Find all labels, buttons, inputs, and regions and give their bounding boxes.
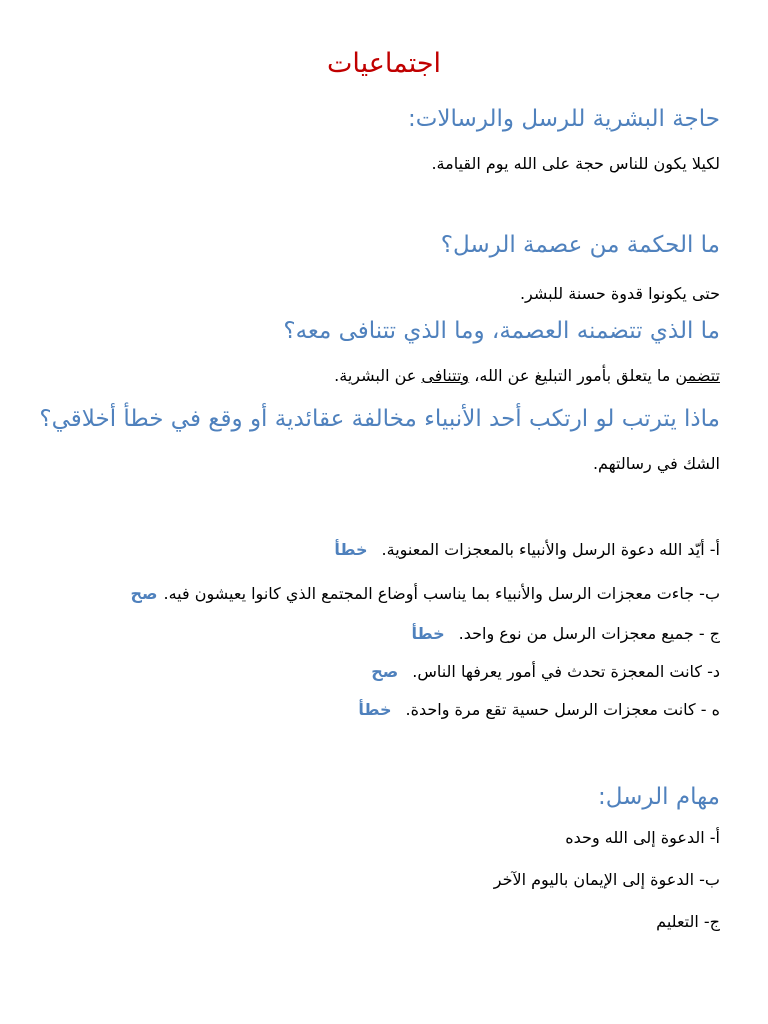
statement-text: أ- أيّد الله دعوة الرسل والأنبياء بالمعجزات المعنوية. — [381, 540, 720, 559]
statement-text: د- كانت المعجزة تحدث في أمور يعرفها الناس. — [412, 662, 720, 681]
page-title: اجتماعيات — [326, 48, 442, 79]
statement-mark: خطأ — [411, 624, 445, 643]
task-item: أ- الدعوة إلى الله وحده — [565, 828, 720, 847]
statement-text: ب- جاءت معجزات الرسل والأنبياء بما يناسب أوضاع المجتمع الذي كانوا يعيشون فيه. — [163, 584, 720, 603]
heading-consequence-of-error: ماذا يترتب لو ارتكب أحد الأنبياء مخالفة عقائدية أو وقع في خطأ أخلاقي؟ — [39, 406, 720, 432]
heading-need-for-messengers: حاجة البشرية للرسل والرسالات: — [408, 106, 720, 132]
statement-text: ج - جميع معجزات الرسل من نوع واحد. — [458, 624, 720, 643]
underlined-conflicts: وتتنافى — [421, 366, 470, 385]
answer-end-text: عن البشرية. — [334, 366, 422, 385]
heading-wisdom-of-infallibility: ما الحكمة من عصمة الرسل؟ — [440, 232, 720, 258]
statement-mark: صح — [371, 662, 399, 681]
statement-c — [40, 624, 720, 643]
answer-need-for-messengers: لكيلا يكون للناس حجة على الله يوم القيامة. — [431, 154, 720, 173]
answer-wisdom-of-infallibility: حتى يكونوا قدوة حسنة للبشر. — [519, 284, 720, 303]
statement-mark: خطأ — [334, 540, 368, 559]
task-item: ج- التعليم — [656, 912, 720, 931]
heading-infallibility-scope: ما الذي تتضمنه العصمة، وما الذي تتنافى معه؟ — [283, 318, 720, 344]
statement-d — [40, 662, 720, 681]
answer-middle-text: ما يتعلق بأمور التبليغ عن الله، — [469, 366, 676, 385]
statement-mark: خطأ — [358, 700, 392, 719]
statement-e — [40, 700, 720, 719]
statement-mark: صح — [130, 584, 158, 603]
answer-infallibility-scope — [40, 366, 720, 385]
answer-consequence-of-error: الشك في رسالتهم. — [592, 454, 720, 473]
statement-b — [40, 584, 720, 603]
statement-a — [40, 540, 720, 559]
underlined-includes: تتضمن — [675, 366, 720, 385]
statement-text: ه - كانت معجزات الرسل حسية تقع مرة واحدة. — [405, 700, 720, 719]
heading-messenger-tasks: مهام الرسل: — [597, 784, 720, 810]
task-item: ب- الدعوة إلى الإيمان باليوم الآخر — [493, 870, 720, 889]
